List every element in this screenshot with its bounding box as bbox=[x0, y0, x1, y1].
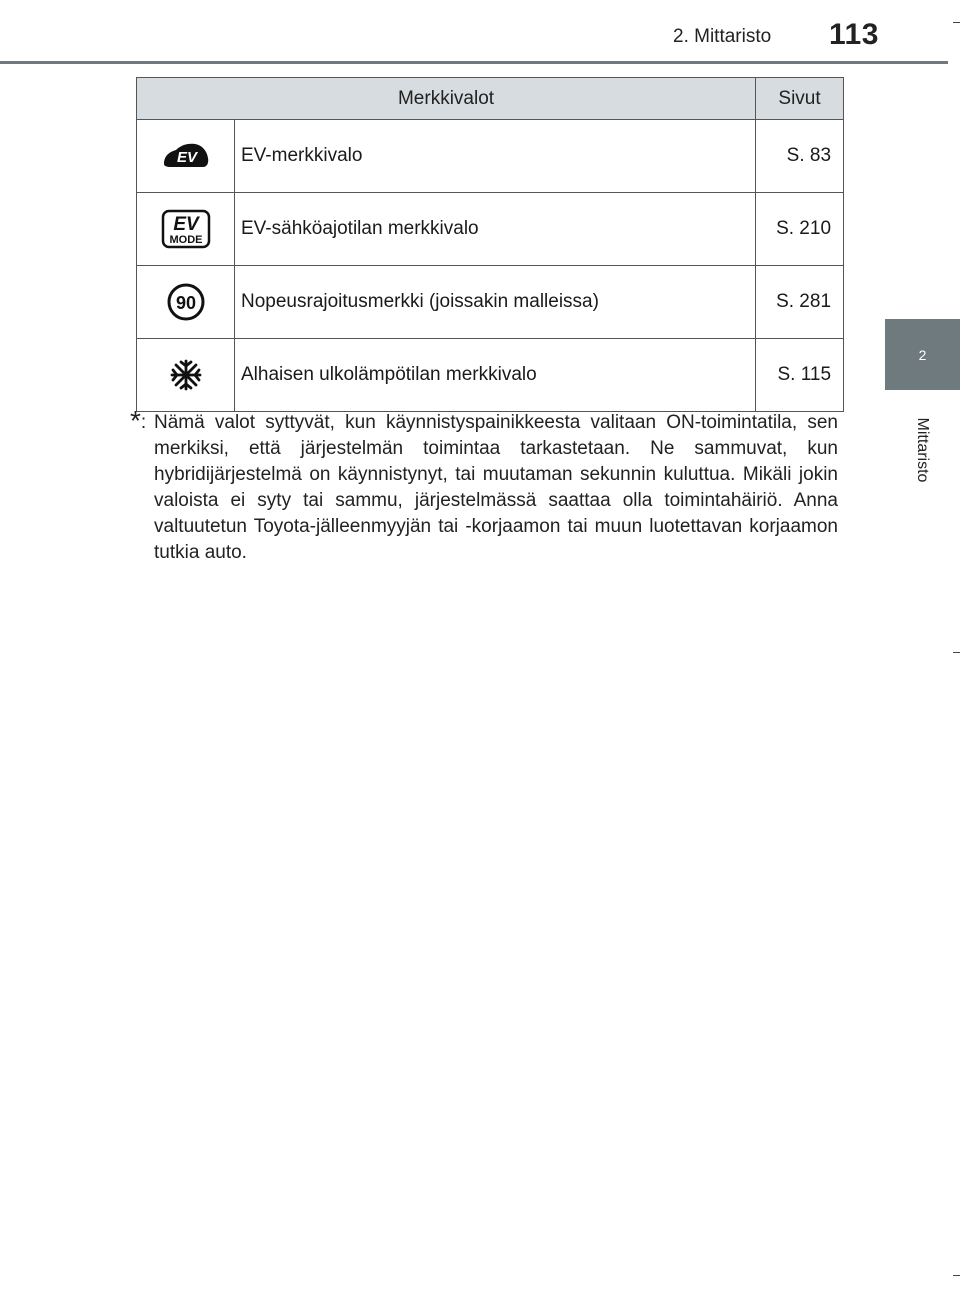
indicator-name: Alhaisen ulkolämpötilan merkkivalo bbox=[235, 339, 756, 412]
header-rule bbox=[0, 61, 948, 64]
indicator-table bbox=[136, 77, 844, 412]
indicator-name: EV-merkkivalo bbox=[235, 120, 756, 193]
crop-mark bbox=[953, 22, 960, 23]
footnote-marker bbox=[130, 405, 154, 436]
ev-mark-text: EV bbox=[172, 214, 199, 235]
speed-value-text: 90 bbox=[175, 293, 196, 313]
table-header-row bbox=[137, 78, 844, 120]
indicator-name: EV-sähköajotilan merkkivalo bbox=[235, 193, 756, 266]
icon-cell bbox=[137, 339, 235, 412]
ev-mode-icon bbox=[161, 209, 211, 249]
snowflake-icon bbox=[168, 357, 204, 393]
column-header-indicators: Merkkivalot bbox=[137, 78, 756, 120]
table-row bbox=[137, 193, 844, 266]
chapter-number: 2 bbox=[918, 346, 927, 363]
footnote-asterisk: * bbox=[130, 405, 141, 436]
table-row bbox=[137, 339, 844, 412]
icon-cell bbox=[137, 193, 235, 266]
footnote bbox=[130, 405, 838, 566]
ev-mark-text: EV bbox=[176, 149, 197, 166]
page-reference: S. 281 bbox=[756, 266, 844, 339]
icon-cell bbox=[137, 266, 235, 339]
table-row bbox=[137, 266, 844, 339]
ev-indicator-icon bbox=[161, 139, 211, 173]
icon-cell bbox=[137, 120, 235, 193]
page-reference: S. 83 bbox=[756, 120, 844, 193]
crop-mark bbox=[953, 1275, 960, 1276]
speed-limit-90-icon bbox=[166, 282, 206, 322]
section-title: 2. Mittaristo bbox=[673, 26, 772, 47]
page-reference: S. 115 bbox=[756, 339, 844, 412]
column-header-pages: Sivut bbox=[756, 78, 844, 120]
page-number: 113 bbox=[829, 18, 879, 51]
footnote-text: Nämä valot syttyvät, kun käynnistyspainikkeesta valitaan ON-toimintatila, sen merkiksi, että järjestelmän toimintaa tarkastetaan. Ne sammuvat, kun hybridijärjestelmä on käynnistynyt, tai muutaman sekunnin kuluttua. Mikäli jokin valoista ei syty tai sammu, järjestelmässä saattaa olla toimintahäiriö. Anna valtuutetun Toyota-jälleenmyyjän tai -korjaamon tai muun luotettavan korjaamon tutkia auto. bbox=[154, 412, 838, 563]
chapter-label: Mittaristo bbox=[914, 417, 931, 483]
chapter-tab bbox=[885, 319, 960, 390]
crop-mark bbox=[953, 652, 960, 653]
footnote-colon: : bbox=[140, 412, 147, 433]
table-row bbox=[137, 120, 844, 193]
mode-mark-text: MODE bbox=[169, 234, 202, 246]
page-reference: S. 210 bbox=[756, 193, 844, 266]
indicator-name: Nopeusrajoitusmerkki (joissakin malleissa) bbox=[235, 266, 756, 339]
